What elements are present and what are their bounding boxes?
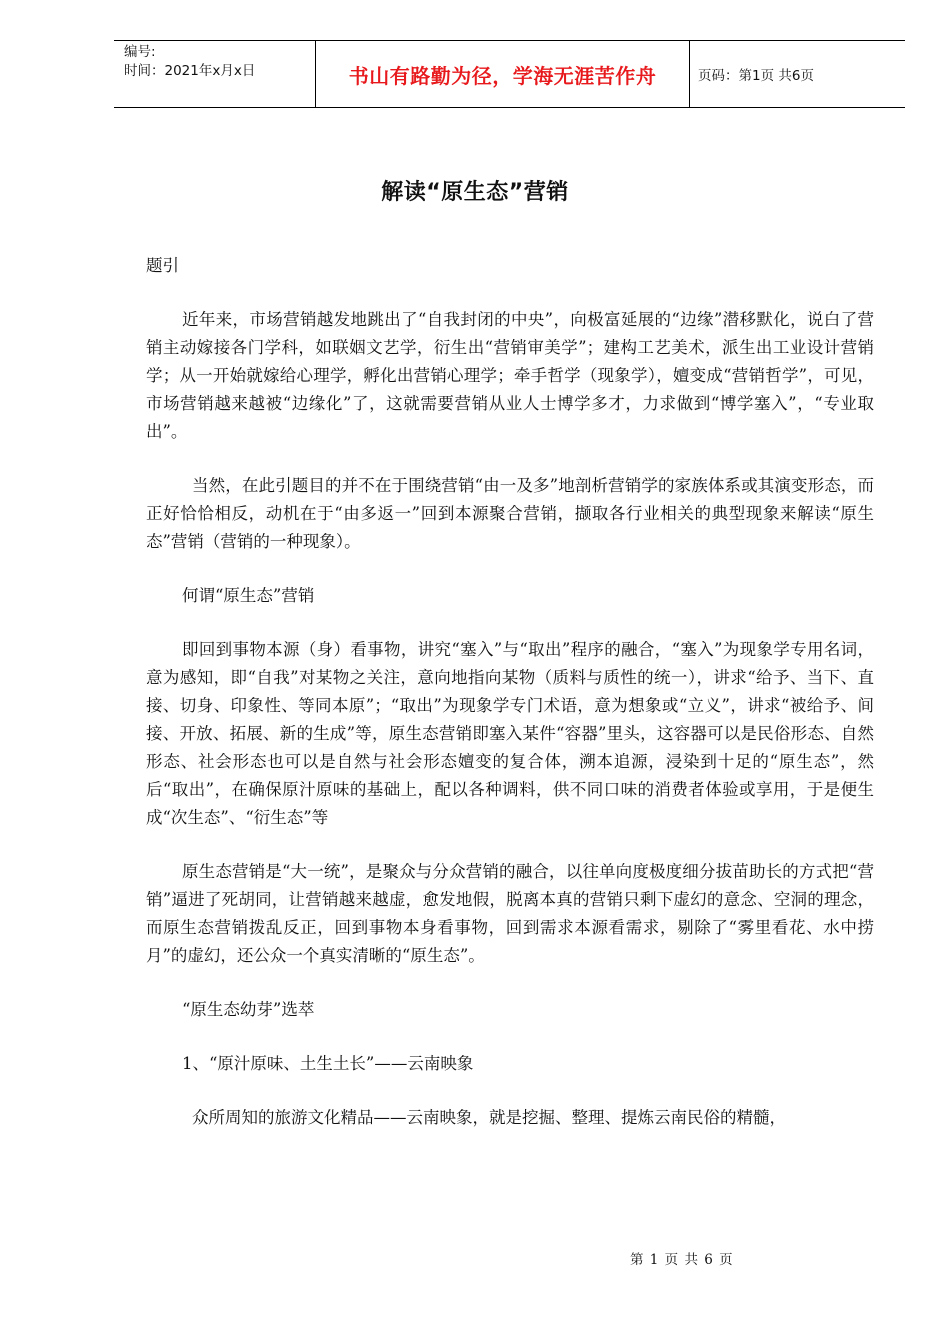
paragraph-intro: 近年来，市场营销越发地跳出了“自我封闭的中央”，向极富延展的“边缘”潜移默化，说白了营销主动嫁接各门学科，如联姻文艺学，衍生出“营销审美学”；建构工艺美术，派生出工业设计营销学；从一开始就嫁给心理学，孵化出营销心理学；牵手哲学（现象学），嬗变成“营销哲学”，可见，市场营销越来越被“边缘化”了，这就需要营销从业人士博学多才，力求做到“博学塞入”，“专业取出”。: [146, 310, 874, 441]
document-body: [146, 252, 874, 1158]
header-page-info: 页码：第1页 共6页: [698, 68, 814, 84]
paragraph-purpose: 当然，在此引题目的并不在于围绕营销“由一及多”地剖析营销学的家族体系或其演变形态，而正好恰恰相反，动机在于“由多返一”回到本源聚合营销，撷取各行业相关的典型现象来解读“原生态”营销（营销的一种现象）。: [146, 476, 874, 551]
page-footer: 第 1 页 共 6 页: [630, 1252, 734, 1268]
header-meta-cell: [114, 41, 316, 107]
paragraph-unification: 原生态营销是“大一统”，是聚众与分众营销的融合，以往单向度极度细分拔苗助长的方式把“营销”逼进了死胡同，让营销越来越虚，愈发地假，脱离本真的营销只剩下虚幻的意念、空洞的理念，而原生态营销拨乱反正，回到事物本身看事物，回到需求本源看需求，剔除了“雾里看花、水中捞月”的虚幻，还公众一个真实清晰的“原生态”。: [146, 862, 874, 965]
subheading-example-1: 1、“原汁原味、土生土长”——云南映象: [182, 1054, 474, 1073]
section-heading-definition: 何谓“原生态”营销: [182, 586, 315, 605]
header-motto: 书山有路勤为径，学海无涯苦作舟: [348, 63, 657, 88]
section-heading-intro: 题引: [146, 256, 179, 275]
serial-number-label: 编号:: [124, 44, 156, 60]
document-title: 解读“原生态”营销: [381, 180, 569, 205]
header-page-cell: [690, 41, 905, 107]
paragraph-definition: 即回到事物本源（身）看事物，讲究“塞入”与“取出”程序的融合，“塞入”为现象学专用名词，意为感知，即“自我”对某物之关注，意向地指向某物（质料与质性的统一），讲求“给予、当下、直接、切身、印象性、等同本原”；“取出”为现象学专门术语，意为想象或“立义”，讲求“被给予、间接、开放、拓展、新的生成”等，原生态营销即塞入某件“容器”里头，这容器可以是民俗形态、自然形态、社会形态也可以是自然与社会形态嬗变的复合体，溯本追源，浸染到十足的“原生态”，然后“取出”，在确保原汁原味的基础上，配以各种调料，供不同口味的消费者体验或享用，于是便生成“次生态”、“衍生态”等: [146, 640, 874, 827]
paragraph-example-1: 众所周知的旅游文化精品——云南映象，就是挖掘、整理、提炼云南民俗的精髓，: [192, 1108, 786, 1127]
section-heading-examples: “原生态幼芽”选萃: [182, 1000, 315, 1019]
page-header: [114, 40, 905, 108]
header-motto-cell: [316, 41, 690, 107]
date-label: 时间：2021年x月x日: [124, 63, 256, 79]
